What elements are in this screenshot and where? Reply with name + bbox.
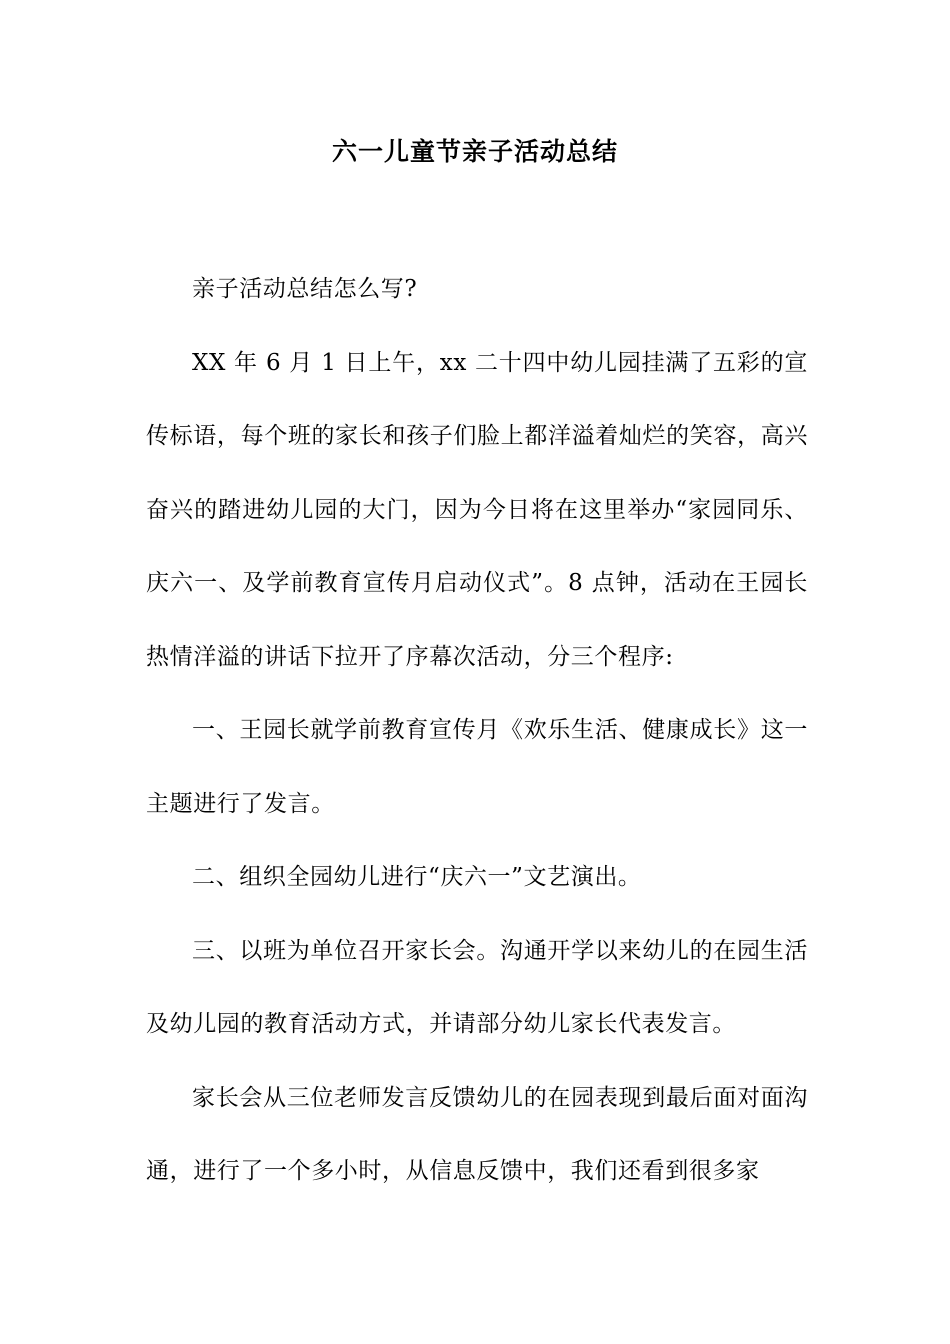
paragraph-question: 亲子活动总结怎么写?: [192, 276, 418, 302]
document-body: [146, 253, 808, 1209]
paragraph-program-two: 二、组织全园幼儿进行“庆六一”文艺演出。: [192, 864, 642, 890]
paragraph-program-three: 三、以班为单位召开家长会。沟通开学以来幼儿的在园生活及幼儿园的教育活动方式，并请部分幼儿家长代表发言。: [146, 937, 808, 1037]
paragraph-event-intro: XX 年 6 月 1 日上午，xx 二十四中幼儿园挂满了五彩的宣传标语，每个班的家长和孩子们脸上都洋溢着灿烂的笑容，高兴奋兴的踏进幼儿园的大门，因为今日将在这里举办“家园同乐、庆六一、及学前教育宣传月启动仪式”。8 点钟，活动在王园长热情洋溢的讲话下拉开了序幕次活动，分三个程序:: [146, 349, 808, 670]
paragraph-parent-meeting: 家长会从三位老师发言反馈幼儿的在园表现到最后面对面沟通，进行了一个多小时，从信息反馈中，我们还看到很多家: [146, 1084, 808, 1184]
document-title: 六一儿童节亲子活动总结: [331, 137, 618, 166]
paragraph-program-one: 一、王园长就学前教育宣传月《欢乐生活、健康成长》这一主题进行了发言。: [146, 717, 808, 817]
